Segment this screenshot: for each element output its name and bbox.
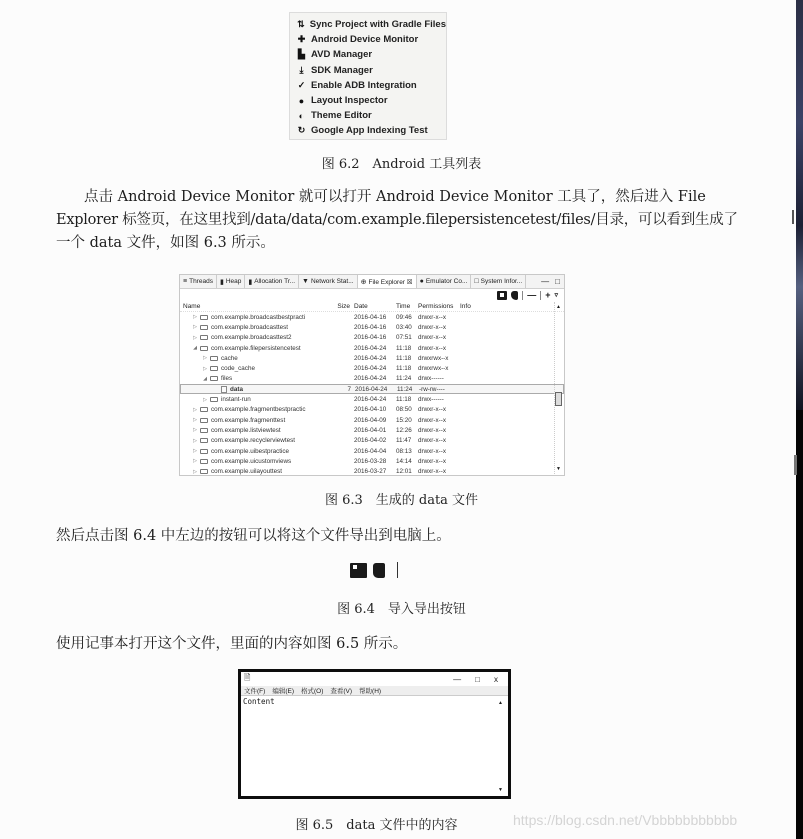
file-date: 2016-04-16 (354, 334, 387, 342)
file-time: 08:50 (396, 406, 412, 414)
file-permissions: drwxrwx--x (418, 354, 449, 362)
tool-menu-item-label: Theme Editor (311, 110, 372, 122)
file-date: 2016-04-16 (354, 323, 387, 331)
column-name[interactable]: Name (183, 302, 201, 310)
file-icon (221, 386, 227, 393)
tool-menu-item-label: Enable ADB Integration (311, 79, 417, 91)
minimize-icon[interactable]: — (453, 674, 462, 684)
figure-6-3-caption: 图 6.3 生成的 data 文件 (324, 493, 479, 508)
file-name: com.example.fragmentbestpractic (211, 406, 306, 414)
ddms-tab[interactable] (471, 275, 526, 288)
notepad-title-bar (241, 672, 508, 686)
paragraph-1-line-2: Explorer 标签页，在这里找到/data/data/com.example.filepersistencetest/files/目录，可以看到生成了 (56, 212, 738, 228)
file-size: 7 (347, 385, 351, 393)
tool-menu-item[interactable] (296, 32, 446, 47)
paragraph-3: 使用记事本打开这个文件，里面的内容如图 6.5 所示。 (56, 636, 408, 652)
file-date: 2016-04-02 (354, 437, 387, 445)
tool-menu-item[interactable] (296, 47, 446, 62)
file-name: cache (221, 354, 238, 362)
minimize-icon[interactable]: — (541, 277, 550, 286)
figure-6-4-caption: 图 6.4 导入导出按钮 (337, 602, 466, 617)
file-tree-row[interactable] (180, 466, 564, 476)
edge-mark (792, 210, 794, 224)
avd-manager-icon: ▙ (298, 49, 305, 60)
menu-edit[interactable]: 编辑(E) (272, 688, 294, 695)
ddms-tab[interactable] (358, 275, 417, 288)
file-tree-row[interactable] (180, 343, 564, 353)
toolbar-separator (397, 562, 398, 578)
android-tools-menu (289, 12, 447, 140)
sync-gradle-icon: ⇅ (297, 19, 305, 30)
file-tree-row[interactable] (180, 446, 564, 456)
expand-arrow-icon[interactable]: ▷ (193, 406, 197, 413)
folder-icon (200, 407, 208, 412)
emulator-icon: ● (419, 278, 424, 285)
folder-icon (200, 335, 208, 340)
file-tree (180, 312, 564, 477)
new-folder-icon[interactable]: + (545, 290, 551, 300)
file-time: 11:18 (396, 354, 412, 362)
notepad-text-area[interactable]: Content (243, 697, 275, 706)
file-date: 2016-04-01 (354, 426, 387, 434)
folder-icon (200, 449, 208, 454)
layout-inspector-icon: ● (298, 95, 305, 106)
push-file-icon[interactable] (511, 291, 518, 300)
file-date: 2016-04-24 (354, 354, 387, 362)
threads-icon: ≡ (183, 278, 188, 285)
file-name: files (221, 375, 233, 383)
tool-menu-item[interactable] (296, 63, 446, 78)
folder-icon (210, 366, 218, 371)
tool-menu-item-label: Layout Inspector (311, 95, 388, 107)
file-time: 11:18 (396, 344, 412, 352)
network-icon: ▼ (302, 278, 309, 285)
notepad-menu-bar (241, 686, 508, 696)
maximize-icon[interactable]: □ (475, 674, 480, 684)
file-name: com.example.broadcasttest2 (211, 334, 292, 342)
import-export-buttons (350, 562, 398, 578)
close-icon[interactable]: x (494, 674, 498, 684)
file-name: com.example.recyclerviewtest (211, 437, 295, 445)
ddms-tab-bar (180, 275, 564, 289)
heap-icon: ▮ (219, 278, 224, 286)
file-tree-row[interactable] (180, 312, 564, 322)
folder-icon (200, 428, 208, 433)
collapse-arrow-icon[interactable]: ◢ (203, 375, 207, 382)
file-name: com.example.uilayouttest (211, 468, 283, 476)
file-date: 2016-03-28 (354, 457, 387, 465)
folder-icon (210, 376, 218, 381)
expand-arrow-icon[interactable]: ▷ (203, 355, 207, 362)
folder-icon (200, 315, 208, 320)
folder-icon (200, 469, 208, 474)
allocation-icon: ▮ (248, 278, 253, 286)
file-permissions: drwxr-x--x (418, 344, 446, 352)
ddms-tab-label: Network Stat... (310, 278, 354, 285)
ddms-tab[interactable] (417, 275, 472, 288)
file-permissions: drwxr-x--x (418, 416, 446, 424)
file-permissions: drwx------ (418, 375, 444, 383)
menu-format[interactable]: 格式(O) (300, 688, 324, 695)
tool-menu-item[interactable] (296, 123, 446, 138)
notepad-icon: 🗎 (244, 673, 251, 682)
watermark: https://blog.csdn.net/Vbbbbbbbbbbb (513, 812, 738, 828)
figure-6-5-caption: 图 6.5 data 文件中的内容 (295, 818, 458, 833)
file-tree-row[interactable] (180, 425, 564, 435)
file-time: 11:24 (396, 375, 412, 383)
folder-icon (200, 418, 208, 423)
file-tree-row[interactable] (180, 353, 564, 363)
file-tree-row[interactable] (180, 394, 564, 404)
file-permissions: drwxr-x--x (418, 447, 446, 455)
file-permissions: drwxr-x--x (418, 323, 446, 331)
file-date: 2016-03-27 (354, 468, 387, 476)
file-permissions: drwxr-x--x (418, 313, 446, 321)
expand-arrow-icon[interactable]: ▷ (193, 458, 197, 465)
file-time: 11:24 (397, 385, 413, 393)
file-permissions: drwxr-x--x (418, 334, 446, 342)
ddms-tab-label: Heap (225, 278, 242, 285)
collapse-arrow-icon[interactable]: ◢ (193, 345, 197, 352)
scroll-down-icon[interactable]: ▼ (556, 466, 561, 472)
file-name: data (230, 385, 243, 393)
column-date[interactable]: Date (354, 302, 368, 310)
file-time: 15:20 (396, 416, 412, 424)
file-permissions: drwxr-x--x (418, 437, 446, 445)
folder-icon (210, 397, 218, 402)
file-name: com.example.filepersistencetest (211, 344, 301, 352)
file-date: 2016-04-24 (354, 375, 387, 383)
view-menu-icon[interactable]: ▿ (554, 292, 558, 299)
column-info[interactable]: Info (460, 302, 471, 310)
file-permissions: drwxr-x--x (418, 406, 446, 414)
figure-6-2-caption: 图 6.2 Android 工具列表 (321, 157, 482, 172)
scroll-up-icon[interactable]: ▲ (498, 700, 503, 706)
file-name: code_cache (221, 365, 255, 373)
ddms-file-explorer (179, 274, 565, 476)
file-name: instant-run (221, 396, 251, 404)
page-edge-background (796, 0, 803, 410)
file-tree-row[interactable] (180, 415, 564, 425)
tool-menu-item-label: AVD Manager (311, 49, 373, 61)
scroll-thumb[interactable] (555, 392, 562, 406)
file-name: com.example.listviewtest (211, 426, 281, 434)
file-permissions: drwxr-x--x (418, 457, 446, 465)
folder-icon (200, 325, 208, 330)
file-date: 2016-04-24 (354, 344, 387, 352)
menu-help[interactable]: 帮助(H) (359, 688, 382, 695)
file-tree-row[interactable] (180, 456, 564, 466)
file-date: 2016-04-04 (354, 447, 387, 455)
expand-arrow-icon[interactable]: ▷ (193, 314, 197, 321)
paragraph-1-line-1: 点击 Android Device Monitor 就可以打开 Android Device Monitor 工具了，然后进入 File (84, 189, 706, 205)
folder-icon (200, 459, 208, 464)
paragraph-1-line-3: 一个 data 文件，如图 6.3 所示。 (56, 235, 275, 251)
file-name: com.example.uicustomviews (211, 457, 292, 465)
file-explorer-toolbar (180, 289, 564, 301)
file-tree-row[interactable] (180, 436, 564, 446)
file-tree-row[interactable] (180, 363, 564, 373)
column-permissions[interactable]: Permissions (418, 302, 454, 310)
file-date: 2016-04-10 (354, 406, 387, 414)
pull-file-icon[interactable] (497, 291, 507, 300)
folder-icon (210, 356, 218, 361)
file-permissions: drwxrwx--x (418, 365, 449, 373)
ddms-tab[interactable] (217, 275, 245, 288)
file-date: 2016-04-24 (354, 396, 387, 404)
expand-arrow-icon[interactable]: ▷ (193, 427, 197, 434)
file-permissions: drwxr-x--x (418, 468, 446, 476)
tool-menu-item-label: SDK Manager (311, 64, 373, 76)
file-time: 12:01 (396, 468, 412, 476)
menu-view[interactable]: 查看(V) (330, 688, 353, 695)
ddms-tab-label: Allocation Tr... (254, 278, 296, 285)
file-explorer-icon: ⊕ (360, 278, 367, 286)
tool-menu-item-label: Sync Project with Gradle Files (309, 19, 446, 31)
tool-menu-item[interactable] (296, 78, 446, 93)
file-time: 08:13 (396, 447, 412, 455)
file-permissions: drwx------ (418, 396, 444, 404)
menu-file[interactable]: 文件(F) (244, 688, 266, 695)
file-permissions: drwxr-x--x (418, 426, 446, 434)
tool-menu-item[interactable] (296, 17, 446, 32)
delete-icon[interactable]: — (527, 290, 537, 300)
file-name: com.example.broadcastbestpracti (211, 313, 306, 321)
ddms-tab[interactable] (245, 275, 299, 288)
file-date: 2016-04-09 (354, 416, 387, 424)
ddms-tab[interactable] (180, 275, 217, 288)
ddms-tab-label: Emulator Co... (425, 278, 468, 285)
file-table-header (180, 301, 564, 312)
folder-icon (200, 346, 208, 351)
expand-arrow-icon[interactable]: ▷ (203, 396, 207, 403)
file-tree-row[interactable] (180, 374, 564, 384)
tool-menu-item-label: Android Device Monitor (311, 34, 419, 46)
toolbar-separator (522, 291, 523, 300)
file-time: 11:47 (396, 437, 412, 445)
pull-file-icon[interactable] (350, 563, 367, 578)
window-controls (541, 277, 564, 286)
expand-arrow-icon[interactable]: ▷ (193, 468, 197, 475)
folder-icon (200, 438, 208, 443)
column-time[interactable]: Time (396, 302, 411, 310)
file-time: 11:18 (396, 396, 412, 404)
file-date: 2016-04-24 (354, 365, 387, 373)
expand-arrow-icon[interactable]: ▷ (193, 334, 197, 341)
maximize-icon[interactable]: □ (555, 277, 560, 286)
file-name: com.example.fragmenttest (211, 416, 286, 424)
expand-arrow-icon[interactable]: ▷ (193, 437, 197, 444)
column-size[interactable]: Size (337, 302, 350, 310)
expand-arrow-icon[interactable]: ▷ (193, 417, 197, 424)
ddms-tab[interactable] (299, 275, 358, 288)
system-info-icon: □ (474, 278, 479, 285)
ddms-tab-label: System Infor... (480, 278, 523, 285)
vertical-scrollbar[interactable] (554, 302, 562, 474)
file-tree-row[interactable] (180, 405, 564, 415)
theme-editor-icon: ◐ (298, 110, 305, 121)
ddms-tab-label: File Explorer ☒ (368, 278, 413, 286)
expand-arrow-icon[interactable]: ▷ (193, 324, 197, 331)
paragraph-2: 然后点击图 6.4 中左边的按钮可以将这个文件导出到电脑上。 (56, 528, 451, 544)
file-time: 09:46 (396, 313, 412, 321)
tool-menu-item[interactable] (296, 108, 446, 123)
file-permissions: -rw-rw---- (419, 385, 445, 393)
scroll-down-icon[interactable]: ▼ (498, 787, 503, 793)
file-date: 2016-04-24 (355, 385, 388, 393)
app-indexing-icon: ↻ (297, 125, 306, 136)
file-name: com.example.broadcasttest (211, 323, 288, 331)
ddms-tab-label: Threads (189, 278, 213, 285)
file-date: 2016-04-16 (354, 313, 387, 321)
edge-mark (794, 455, 797, 475)
file-time: 12:26 (396, 426, 412, 434)
file-time: 14:14 (396, 457, 412, 465)
tool-menu-item[interactable] (296, 93, 446, 108)
push-file-icon[interactable] (373, 563, 385, 578)
file-tree-row[interactable] (180, 322, 564, 332)
android-monitor-icon: ✚ (297, 34, 306, 45)
notepad-window (238, 669, 511, 799)
toolbar-separator (540, 291, 541, 300)
expand-arrow-icon[interactable]: ▷ (203, 365, 207, 372)
file-time: 07:51 (396, 334, 412, 342)
file-tree-row[interactable] (180, 384, 564, 394)
sdk-manager-icon: ⤓ (299, 64, 304, 75)
expand-arrow-icon[interactable]: ▷ (193, 448, 197, 454)
tool-menu-item-label: Google App Indexing Test (311, 125, 428, 137)
file-time: 11:18 (396, 365, 412, 373)
scroll-up-icon[interactable]: ▲ (556, 304, 561, 310)
file-tree-row[interactable] (180, 333, 564, 343)
file-name: com.example.uibestpractice (211, 447, 290, 455)
file-time: 03:40 (396, 323, 412, 331)
checkmark-icon: ✓ (297, 79, 306, 90)
